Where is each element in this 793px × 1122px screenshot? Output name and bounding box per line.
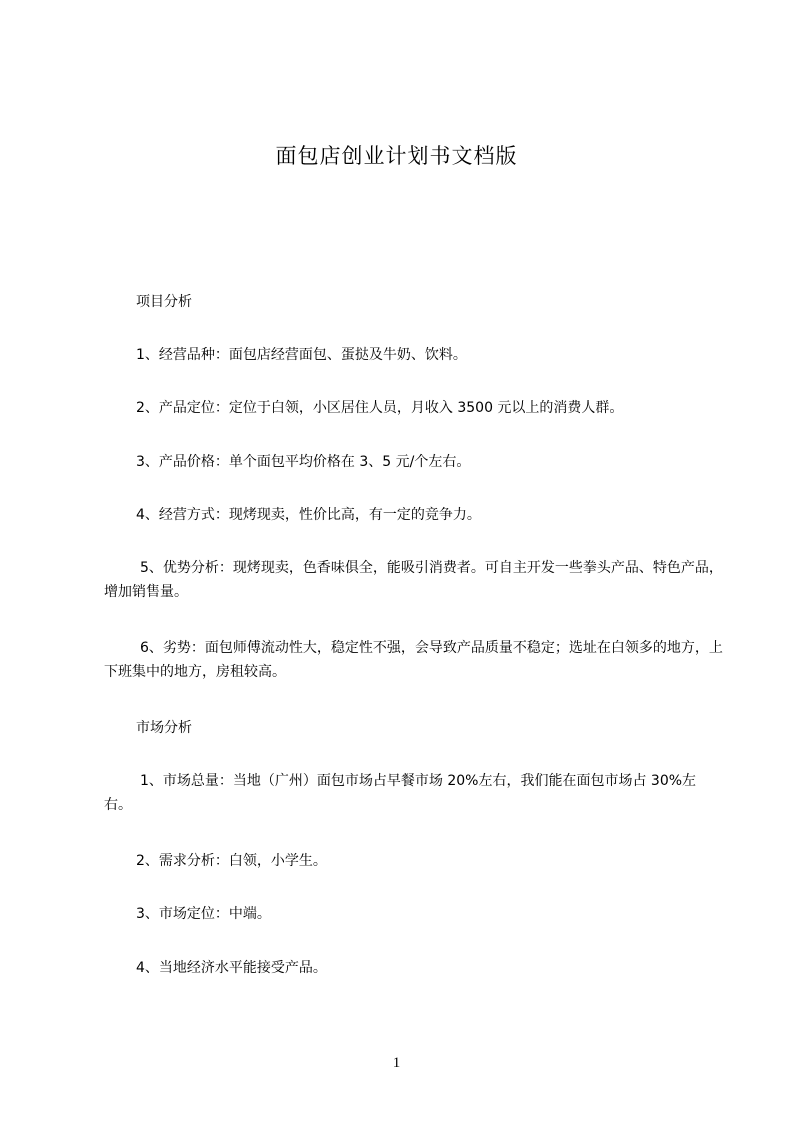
project-item-2: 2、产品定位：定位于白领，小区居住人员，月收入 3500 元以上的消费人群。 xyxy=(136,400,624,416)
section-heading-project-analysis: 项目分析 xyxy=(136,294,192,310)
market-item-2: 2、需求分析：白领，小学生。 xyxy=(136,853,327,869)
document-title: 面包店创业计划书文档版 xyxy=(275,144,518,168)
market-item-3: 3、市场定位：中端。 xyxy=(136,906,271,922)
market-item-4: 4、当地经济水平能接受产品。 xyxy=(136,960,327,976)
section-heading-market-analysis: 市场分析 xyxy=(136,720,192,736)
project-item-5: 5、优势分析：现烤现卖，色香味俱全，能吸引消费者。可自主开发一些拳头产品、特色产品，增加销售量。 xyxy=(104,560,723,600)
project-item-6: 6、劣势：面包师傅流动性大，稳定性不强，会导致产品质量不稳定；选址在白领多的地方，上下班集中的地方，房租较高。 xyxy=(104,640,723,680)
page-number: 1 xyxy=(392,1055,401,1071)
market-item-1: 1、市场总量：当地（广州）面包市场占早餐市场 20%左右，我们能在面包市场占 30%左右。 xyxy=(104,773,697,813)
project-item-1: 1、经营品种：面包店经营面包、蛋挞及牛奶、饮料。 xyxy=(136,347,467,363)
project-item-4: 4、经营方式：现烤现卖，性价比高，有一定的竞争力。 xyxy=(136,507,481,523)
project-item-3: 3、产品价格：单个面包平均价格在 3、5 元/个左右。 xyxy=(136,454,471,470)
